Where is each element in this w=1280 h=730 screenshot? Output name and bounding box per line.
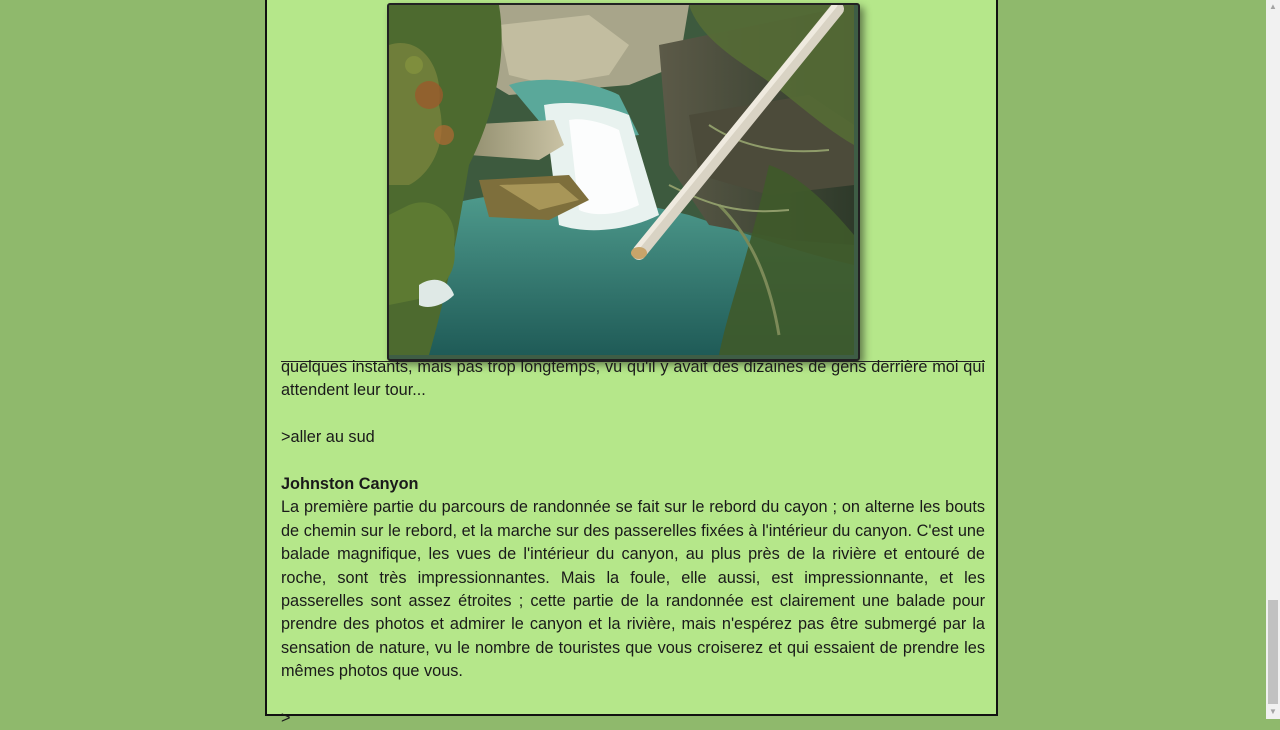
scroll-up-arrow-icon[interactable]: ▲ bbox=[1269, 2, 1277, 11]
article-text bbox=[281, 356, 985, 730]
photo-illustration bbox=[389, 5, 854, 355]
command-prompt[interactable]: > bbox=[281, 709, 291, 728]
nav-go-south-link[interactable]: >aller au sud bbox=[281, 428, 375, 447]
scroll-down-arrow-icon[interactable]: ▼ bbox=[1269, 707, 1277, 716]
scrollbar-thumb[interactable] bbox=[1268, 600, 1278, 704]
paragraph-continued: quelques instants, mais pas trop longtemps, vu qu'il y avait des dizaines de gens derrière moi qui attendent leur tour... bbox=[281, 358, 985, 400]
section-heading: Johnston Canyon bbox=[281, 475, 419, 493]
paragraph-johnston-canyon: La première partie du parcours de randonnée se fait sur le rebord du cayon ; on alterne les bouts de chemin sur le rebord, et la marche sur des passerelles fixées à l'intérieur du canyon. C'est une balade magnifique, les vues de l'intérieur du canyon, au plus près de la rivière et entouré de roche, sont très impressionnantes. Mais la foule, elle aussi, est impressionnante, et les passerelles sont assez étroites ; cette partie de la randonnée est clairement une balade pour prendre des photos et admirer le canyon et la rivière, mais n'espérez pas être submergé par la sensation de nature, vu le nombre de touristes que vous croiserez et qui essaient de prendre les mêmes photos que vous. bbox=[281, 498, 985, 681]
vertical-scrollbar[interactable] bbox=[1266, 0, 1280, 719]
content-panel bbox=[265, 0, 998, 728]
canyon-waterfall-photo bbox=[387, 3, 860, 361]
